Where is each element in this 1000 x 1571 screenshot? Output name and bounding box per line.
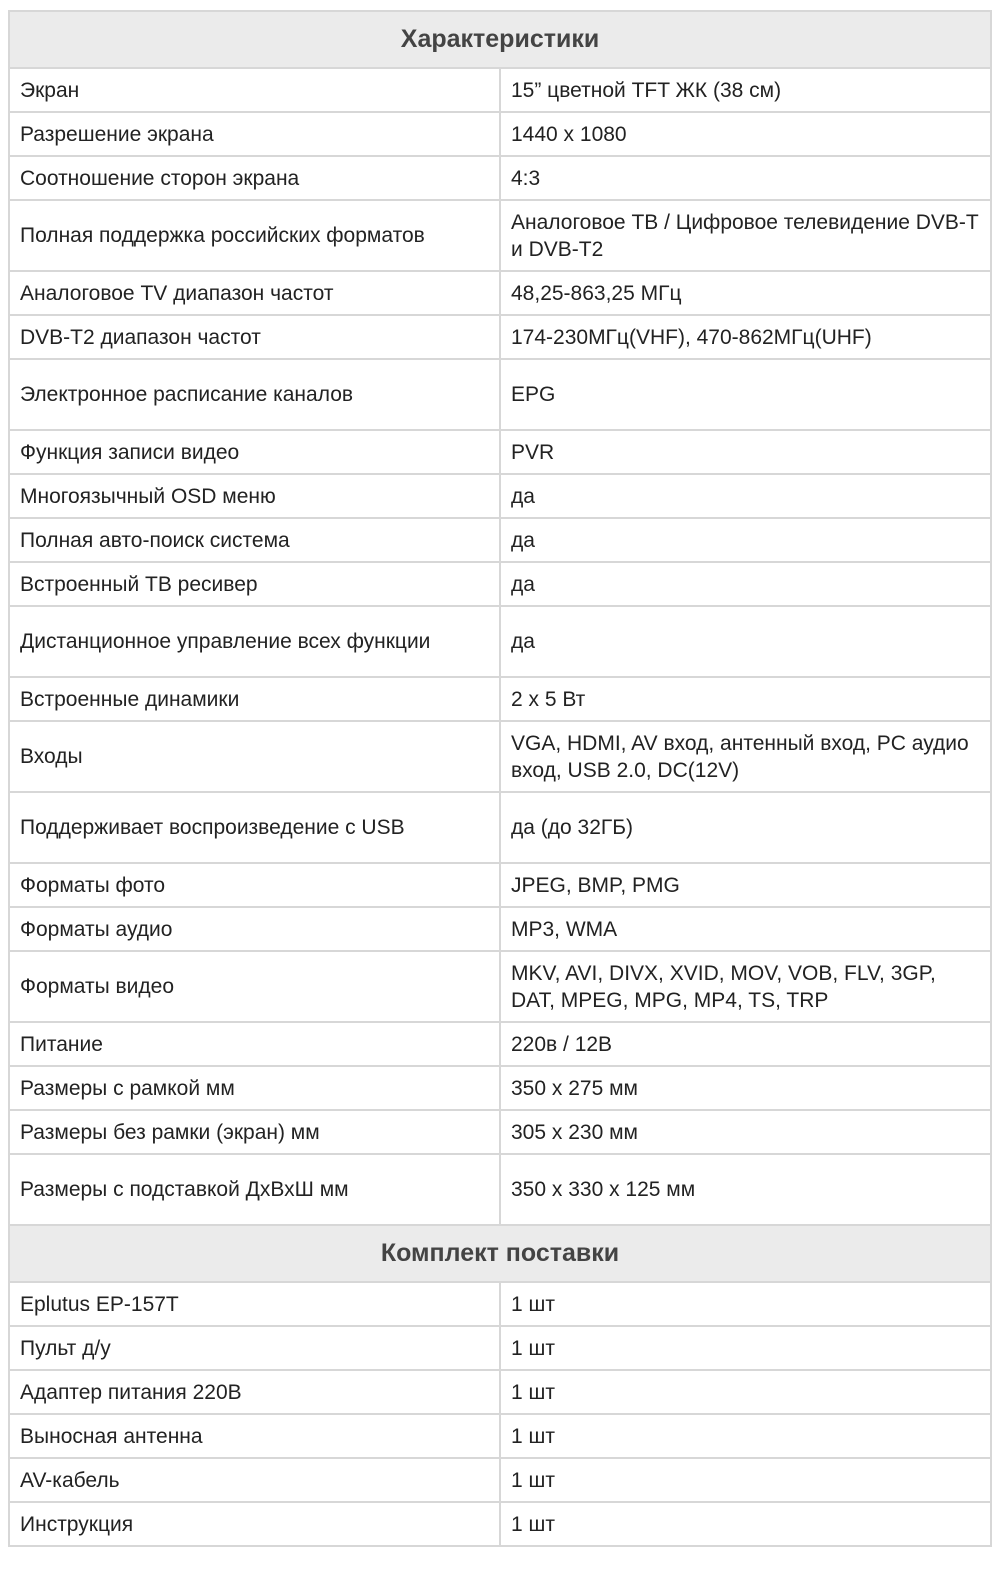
spec-label: Встроенные динамики [9,677,500,721]
table-row [9,792,991,863]
spec-value: JPEG, BMP, PMG [500,863,991,907]
table-row [9,863,991,907]
spec-value: 350 x 275 мм [500,1066,991,1110]
table-row [9,474,991,518]
spec-value: 15” цветной TFT ЖК (38 см) [500,68,991,112]
package-item-qty: 1 шт [500,1326,991,1370]
table-row [9,1370,991,1414]
spec-value: да [500,562,991,606]
table-row [9,721,991,792]
spec-label: Функция записи видео [9,430,500,474]
table-row [9,271,991,315]
spec-label: Входы [9,721,500,792]
spec-label: Соотношение сторон экрана [9,156,500,200]
spec-label: Размеры с рамкой мм [9,1066,500,1110]
spec-label: Размеры без рамки (экран) мм [9,1110,500,1154]
package-item-label: Адаптер питания 220В [9,1370,500,1414]
table-row [9,430,991,474]
spec-label: Встроенный ТВ ресивер [9,562,500,606]
spec-table [8,10,992,1547]
spec-value: EPG [500,359,991,430]
spec-label: Экран [9,68,500,112]
spec-value: 220в / 12В [500,1022,991,1066]
table-row [9,518,991,562]
spec-label: Многоязычный OSD меню [9,474,500,518]
spec-value: 174-230МГц(VHF), 470-862МГц(UHF) [500,315,991,359]
table-row [9,359,991,430]
table-row [9,1282,991,1326]
spec-label: Форматы аудио [9,907,500,951]
table-row [9,951,991,1022]
spec-label: DVB-T2 диапазон частот [9,315,500,359]
section-title: Характеристики [9,11,991,68]
spec-value: Аналоговое ТВ / Цифровое телевидение DVB-T и DVB-T2 [500,200,991,271]
table-row [9,200,991,271]
spec-value: 2 x 5 Вт [500,677,991,721]
table-row [9,1326,991,1370]
table-row [9,156,991,200]
spec-label: Полная поддержка российских форматов [9,200,500,271]
package-item-qty: 1 шт [500,1282,991,1326]
table-row [9,315,991,359]
spec-label: Разрешение экрана [9,112,500,156]
spec-value: да (до 32ГБ) [500,792,991,863]
table-row [9,1154,991,1225]
package-item-qty: 1 шт [500,1458,991,1502]
table-row [9,677,991,721]
table-row [9,1066,991,1110]
table-row [9,562,991,606]
table-row [9,1502,991,1546]
spec-value: 350 x 330 x 125 мм [500,1154,991,1225]
package-item-label: Инструкция [9,1502,500,1546]
spec-label: Электронное расписание каналов [9,359,500,430]
table-row [9,68,991,112]
package-item-label: AV-кабель [9,1458,500,1502]
table-row [9,606,991,677]
spec-label: Аналоговое TV диапазон частот [9,271,500,315]
package-item-qty: 1 шт [500,1414,991,1458]
section-header-specs [9,11,991,68]
spec-label: Поддерживает воспроизведение с USB [9,792,500,863]
section-header-package [9,1225,991,1282]
spec-value: MKV, AVI, DIVX, XVID, MOV, VOB, FLV, 3GP, DAT, MPEG, MPG, MP4, TS, TRP [500,951,991,1022]
spec-value: 4:3 [500,156,991,200]
table-row [9,1414,991,1458]
package-item-label: Выносная антенна [9,1414,500,1458]
table-row [9,1022,991,1066]
spec-label: Размеры с подставкой ДхВхШ мм [9,1154,500,1225]
table-row [9,907,991,951]
package-item-qty: 1 шт [500,1370,991,1414]
spec-value: да [500,518,991,562]
spec-value: 305 x 230 мм [500,1110,991,1154]
package-item-qty: 1 шт [500,1502,991,1546]
spec-label: Дистанционное управление всех функции [9,606,500,677]
spec-value: 48,25-863,25 МГц [500,271,991,315]
spec-value: MP3, WMA [500,907,991,951]
package-item-label: Eplutus EP-157T [9,1282,500,1326]
package-item-label: Пульт д/у [9,1326,500,1370]
spec-label: Форматы фото [9,863,500,907]
section-title: Комплект поставки [9,1225,991,1282]
spec-label: Полная авто-поиск система [9,518,500,562]
spec-value: PVR [500,430,991,474]
spec-value: да [500,474,991,518]
spec-label: Питание [9,1022,500,1066]
spec-value: 1440 x 1080 [500,112,991,156]
table-row [9,1458,991,1502]
table-row [9,1110,991,1154]
spec-label: Форматы видео [9,951,500,1022]
spec-value: VGA, HDMI, AV вход, антенный вход, PC аудио вход, USB 2.0, DC(12V) [500,721,991,792]
spec-value: да [500,606,991,677]
table-row [9,112,991,156]
